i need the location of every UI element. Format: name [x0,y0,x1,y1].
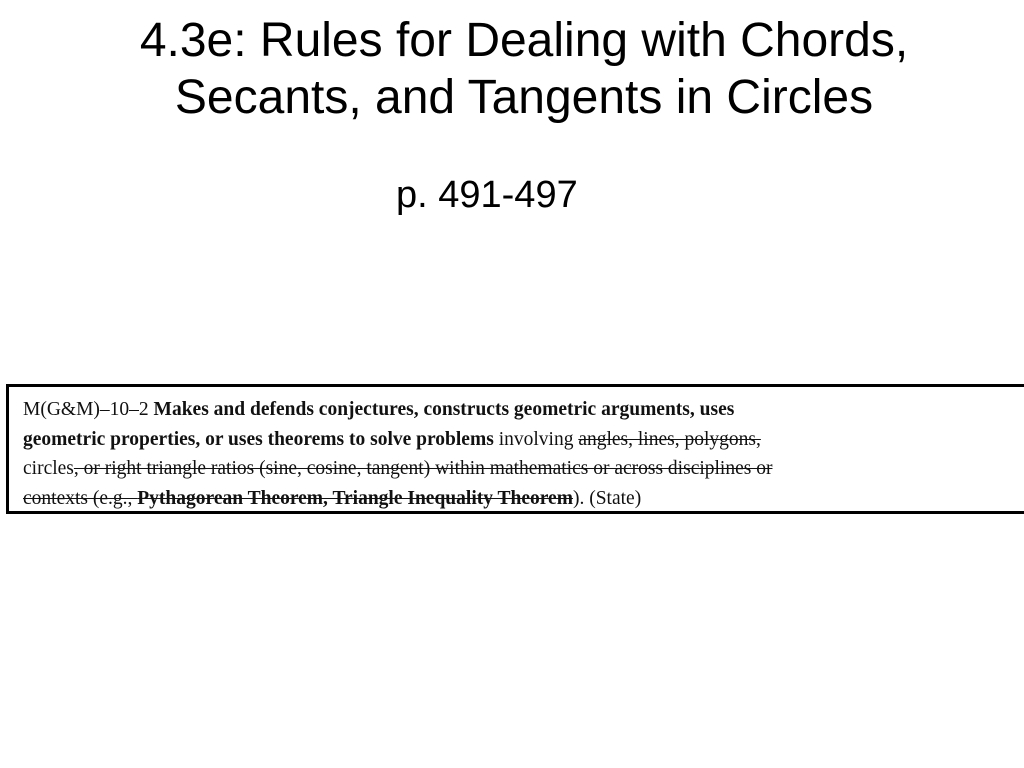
standard-line-4 [23,484,1023,514]
standard-line-2 [23,425,1023,455]
standard-line-1 [23,395,1023,425]
standard-plain-text-3: circles [23,458,74,479]
standard-struck-bold-text-4 [137,488,573,509]
page-reference: p. 491-497 [396,174,578,216]
standard-struck-text-2: angles, lines, polygons, [578,428,761,450]
standard-struck-text-4: contexts (e.g., [23,487,138,509]
slide-title-line-1: 4.3e: Rules for Dealing with Chords, [139,14,909,67]
standard-struck-text-3: , or right triangle ratios (sine, cosine, tangent) within mathematics or across disciplines or [73,458,773,479]
standard-plain-text-4: ). (State) [572,487,642,509]
standard-line-3 [23,454,1023,484]
standard-text [23,395,1023,513]
standard-plain-text-2: involving [493,428,579,450]
theorem-names: Pythagorean Theorem, Triangle Inequality Theorem [137,487,573,509]
slide-title [0,12,1024,126]
slide-title-line-2: Secants, and Tangents in Circles [174,71,874,124]
standard-bold-text-1: Makes and defends conjectures, constructs geometric arguments, uses [153,399,735,420]
standard-bold-text-2: geometric properties, or uses theorems to solve problems [23,428,494,450]
standard-code: M(G&M)–10–2 [23,399,154,420]
standard-box [6,384,1024,514]
